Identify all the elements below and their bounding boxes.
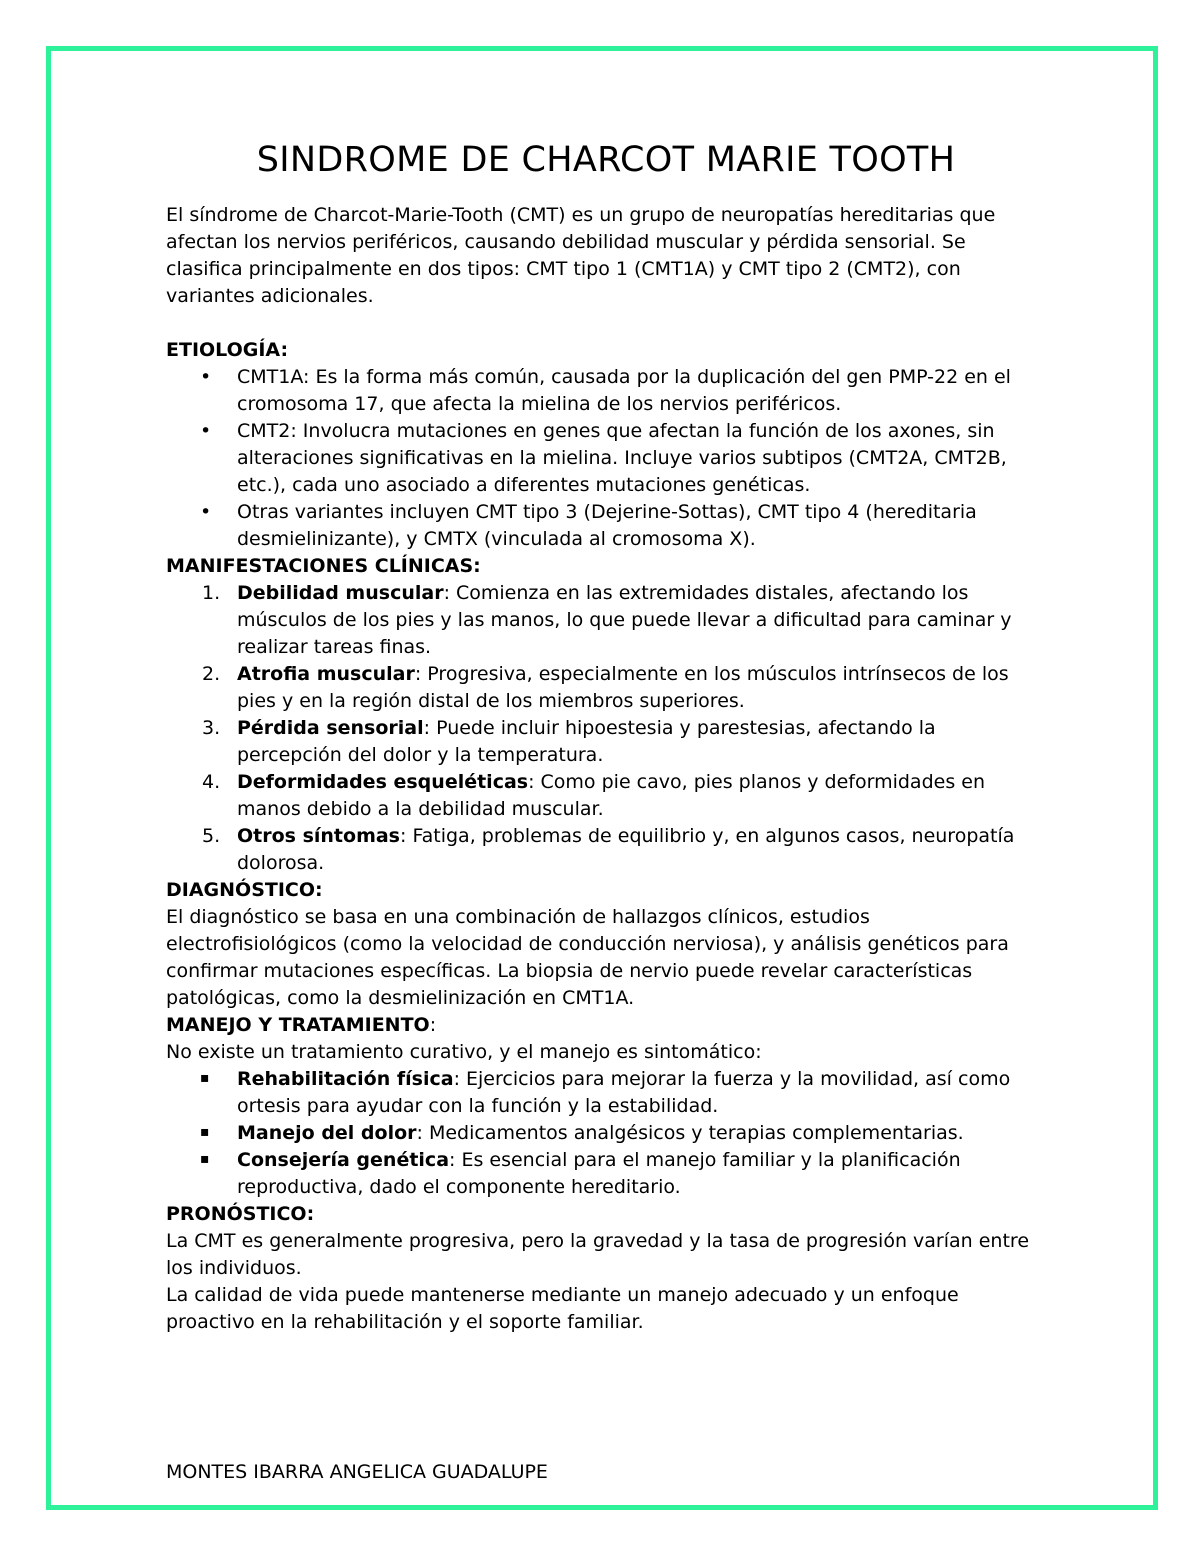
item-number: 1. [202,582,221,604]
pronostico-heading: PRONÓSTICO: [166,1203,315,1225]
item-number: 2. [202,663,221,685]
item-term: Deformidades esqueléticas [237,771,529,793]
pronostico-paragraph: La CMT es generalmente progresiva, pero la gravedad y la tasa de progresión varían entre los individuos. [166,1230,1030,1279]
author-name: MONTES IBARRA ANGELICA GUADALUPE [166,1461,548,1483]
item-text: : Comienza en las extremidades distales, afectando los músculos de los pies y las manos, lo que puede llevar a dificultad para caminar y realizar tareas finas. [237,582,1012,658]
item-text: : Puede incluir hipoestesia y parestesias, afectando la percepción del dolor y la temperatura. [237,717,936,766]
list-item: • CMT1A: Es la forma más común, causada por la duplicación del gen PMP-22 en el cromosoma 17, que afecta la mielina de los nervios periféricos. [166,364,1046,418]
item-term: Otros síntomas [237,825,400,847]
manifestaciones-heading: MANIFESTACIONES CLÍNICAS: [166,555,481,577]
diagnostico-paragraph: El diagnóstico se basa en una combinación de hallazgos clínicos, estudios electrofisiológicos (como la velocidad de conducción nerviosa), y análisis genéticos para confirmar mutaciones específicas. La biopsia de nervio puede revelar características patológicas, como la desmielinización en CMT1A. [166,906,1009,1009]
item-term: Manejo del dolor [237,1122,417,1144]
list-item [166,769,1046,823]
manifestaciones-list [166,580,1046,877]
item-term: Atrofia muscular [237,663,415,685]
item-text: : Medicamentos analgésicos y terapias complementarias. [416,1122,964,1144]
list-item [166,715,1046,769]
list-item: • CMT2: Involucra mutaciones en genes que afectan la función de los axones, sin alteraciones significativas en la mielina. Incluye varios subtipos (CMT2A, CMT2B, etc.), cada uno asociado a diferentes mutaciones genéticas. [166,418,1046,499]
list-item [166,661,1046,715]
spacer [166,310,1046,337]
etiologia-list [166,364,1046,553]
list-item [166,1120,1046,1147]
item-text: : Fatiga, problemas de equilibrio y, en algunos casos, neuropatía dolorosa. [237,825,1015,874]
item-term: Consejería genética [237,1149,450,1171]
item-term: Rehabilitación física [237,1068,454,1090]
item-text: : Como pie cavo, pies planos y deformidades en manos debido a la debilidad muscular. [237,771,985,820]
diagnostico-heading: DIAGNÓSTICO: [166,879,323,901]
item-text: : Ejercicios para mejorar la fuerza y la movilidad, así como ortesis para ayudar con la función y la estabilidad. [237,1068,1011,1117]
list-item: • Otras variantes incluyen CMT tipo 3 (Dejerine-Sottas), CMT tipo 4 (hereditaria desmielinizante), y CMTX (vinculada al cromosoma X). [166,499,1046,553]
intro-paragraph: El síndrome de Charcot-Marie-Tooth (CMT) es un grupo de neuropatías hereditarias que afectan los nervios periféricos, causando debilidad muscular y pérdida sensorial. Se clasifica principalmente en dos tipos: CMT tipo 1 (CMT1A) y CMT tipo 2 (CMT2), con variantes adicionales. [166,204,996,307]
item-term: Pérdida sensorial [237,717,424,739]
list-item [166,1147,1046,1201]
item-number: 3. [202,717,221,739]
manejo-heading: MANEJO Y TRATAMIENTO [166,1014,430,1036]
list-item [166,1066,1046,1120]
manejo-intro: No existe un tratamiento curativo, y el manejo es sintomático: [166,1041,762,1063]
list-item [166,580,1046,661]
etiologia-heading: ETIOLOGÍA: [166,339,289,361]
manejo-heading-line [166,1012,1046,1039]
manejo-list [166,1066,1046,1201]
pronostico-paragraph: La calidad de vida puede mantenerse mediante un manejo adecuado y un enfoque proactivo en la rehabilitación y el soporte familiar. [166,1284,959,1333]
item-number: 4. [202,771,221,793]
page-title: SINDROME DE CHARCOT MARIE TOOTH [256,140,956,180]
item-text: : Progresiva, especialmente en los músculos intrínsecos de los pies y en la región distal de los miembros superiores. [237,663,1009,712]
document-body [166,138,1046,1336]
item-number: 5. [202,825,221,847]
item-term: Debilidad muscular [237,582,444,604]
manejo-heading-colon: : [429,1014,437,1036]
item-text: : Es esencial para el manejo familiar y la planificación reproductiva, dado el componente hereditario. [237,1149,961,1198]
list-item [166,823,1046,877]
